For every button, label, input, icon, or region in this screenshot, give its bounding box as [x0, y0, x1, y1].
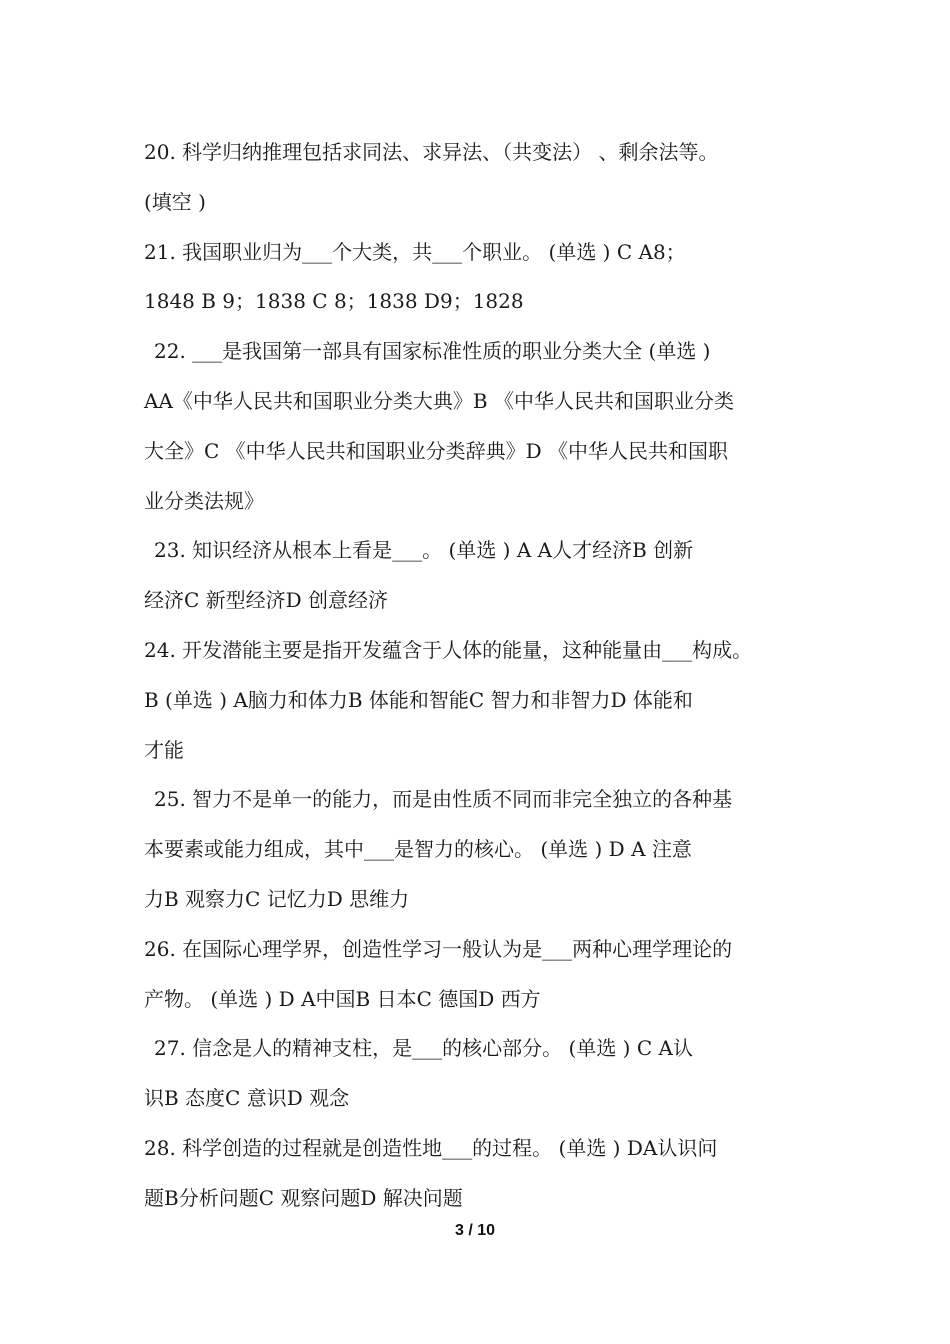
text-line-q20-cont: (填空 ) — [144, 189, 206, 214]
text-line-q28: 28. 科学创造的过程就是创造性地___的过程。 (单选 ) DA认识问 — [144, 1135, 718, 1160]
text-line-q24: 24. 开发潜能主要是指开发蕴含于人体的能量，这种能量由___构成。 — [144, 637, 753, 662]
text-line-q24-cont: 才能 — [144, 737, 184, 762]
text-line-q22-cont: AA《中华人民共和国职业分类大典》B 《中华人民共和国职业分类 — [144, 388, 734, 413]
text-line-q25-cont: 力B 观察力C 记忆力D 思维力 — [144, 886, 410, 911]
text-line-q21: 21. 我国职业归为___个大类，共___个职业。 (单选 ) C A8； — [144, 239, 686, 264]
text-line-q20: 20. 科学归纳推理包括求同法、求异法、（共变法） 、剩余法等。 — [144, 140, 719, 164]
question-text-block — [144, 128, 834, 1224]
text-line-q25: 25. 智力不是单一的能力，而是由性质不同而非完全独立的各种基 — [154, 787, 733, 812]
text-line-q24-cont: B (单选 ) A脑力和体力B 体能和智能C 智力和非智力D 体能和 — [144, 687, 693, 712]
page-number: 3 / 10 — [454, 1222, 496, 1239]
text-line-q22-cont: 大全》C 《中华人民共和国职业分类辞典》D 《中华人民共和国职 — [144, 438, 729, 463]
text-line-q27: 27. 信念是人的精神支柱，是___的核心部分。 (单选 ) C A认 — [154, 1036, 693, 1061]
text-line-q23-cont: 经济C 新型经济D 创意经济 — [144, 588, 389, 613]
text-line-q26-cont: 产物。 (单选 ) D A中国B 日本C 德国D 西方 — [144, 986, 541, 1011]
text-line-q26: 26. 在国际心理学界，创造性学习一般认为是___两种心理学理论的 — [144, 936, 733, 961]
text-line-q28-cont: 题B分析问题C 观察问题D 解决问题 — [144, 1185, 463, 1210]
text-line-q27-cont: 识B 态度C 意识D 观念 — [144, 1086, 350, 1111]
text-line-q23: 23. 知识经济从根本上看是___。 (单选 ) A A人才经济B 创新 — [154, 538, 694, 563]
text-line-q25-cont: 本要素或能力组成，其中___是智力的核心。 (单选 ) D A 注意 — [144, 837, 692, 862]
text-line-q22: 22. ___是我国第一部具有国家标准性质的职业分类大全 (单选 ) — [154, 339, 711, 364]
text-line-q21-cont: 1848 B 9；1838 C 8；1838 D9；1828 — [144, 289, 524, 314]
text-line-q22-cont: 业分类法规》 — [144, 488, 264, 513]
